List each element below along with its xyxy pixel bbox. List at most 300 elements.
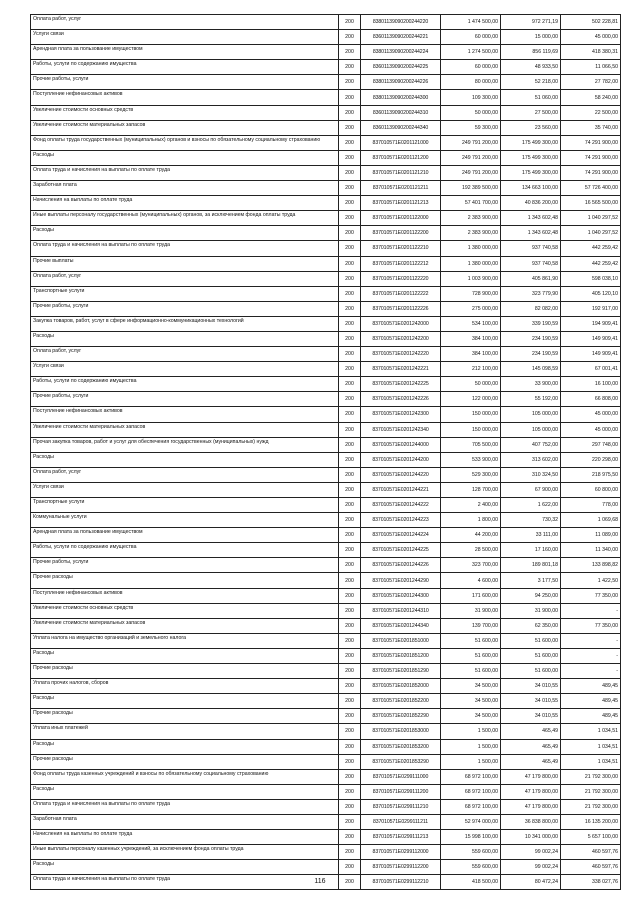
row-classification-code-cell: 837010571Е0201853290 xyxy=(361,754,441,769)
row-executed-amount-cell: 145 098,59 xyxy=(501,362,561,377)
row-line-code-cell: 200 xyxy=(339,105,361,120)
row-unexecuted-amount-cell: - xyxy=(561,603,621,618)
row-name-cell: Прочие работы, услуги xyxy=(31,75,339,90)
table-row xyxy=(31,498,621,513)
row-approved-amount-cell: 171 600,00 xyxy=(441,588,501,603)
row-name-cell: Транспортные услуги xyxy=(31,286,339,301)
row-name-cell: Прочие работы, услуги xyxy=(31,392,339,407)
row-executed-amount-cell: 937 740,58 xyxy=(501,241,561,256)
table-body xyxy=(31,15,621,890)
row-approved-amount-cell: 1 800,00 xyxy=(441,513,501,528)
table-row xyxy=(31,482,621,497)
row-line-code-cell: 200 xyxy=(339,347,361,362)
table-row xyxy=(31,331,621,346)
table-row xyxy=(31,286,621,301)
table-row xyxy=(31,573,621,588)
row-unexecuted-amount-cell: 77 350,00 xyxy=(561,588,621,603)
row-line-code-cell: 200 xyxy=(339,467,361,482)
row-executed-amount-cell: 36 838 800,00 xyxy=(501,814,561,829)
row-approved-amount-cell: 275 000,00 xyxy=(441,301,501,316)
row-executed-amount-cell: 51 600,00 xyxy=(501,664,561,679)
table-row xyxy=(31,860,621,875)
row-classification-code-cell: 837010571Е0299111213 xyxy=(361,830,441,845)
row-classification-code-cell: 837010571Е0201244225 xyxy=(361,543,441,558)
row-unexecuted-amount-cell: 297 748,00 xyxy=(561,437,621,452)
row-unexecuted-amount-cell: 133 898,82 xyxy=(561,558,621,573)
row-line-code-cell: 200 xyxy=(339,316,361,331)
row-classification-code-cell: 837010571Е0201121000 xyxy=(361,135,441,150)
table-row xyxy=(31,618,621,633)
row-name-cell: Иные выплаты персоналу казенных учреждений, за исключением фонда оплаты труда xyxy=(31,845,339,860)
row-executed-amount-cell: 99 002,24 xyxy=(501,845,561,860)
row-classification-code-cell: 837010571Е0201244226 xyxy=(361,558,441,573)
row-unexecuted-amount-cell: 45 000,00 xyxy=(561,407,621,422)
row-approved-amount-cell: 139 700,00 xyxy=(441,618,501,633)
row-unexecuted-amount-cell: 442 259,42 xyxy=(561,241,621,256)
row-unexecuted-amount-cell: 77 350,00 xyxy=(561,618,621,633)
row-classification-code-cell: 83801139090200244220 xyxy=(361,15,441,30)
row-classification-code-cell: 83601139090200244310 xyxy=(361,105,441,120)
row-line-code-cell: 200 xyxy=(339,256,361,271)
row-unexecuted-amount-cell: 74 291 900,00 xyxy=(561,135,621,150)
row-classification-code-cell: 837010571Е0201244200 xyxy=(361,452,441,467)
row-classification-code-cell: 837010571Е0201242220 xyxy=(361,347,441,362)
row-line-code-cell: 200 xyxy=(339,165,361,180)
row-approved-amount-cell: 50 000,00 xyxy=(441,377,501,392)
row-name-cell: Увеличение стоимости основных средств xyxy=(31,105,339,120)
row-executed-amount-cell: 51 060,00 xyxy=(501,90,561,105)
row-executed-amount-cell: 407 752,00 xyxy=(501,437,561,452)
table-row xyxy=(31,543,621,558)
row-approved-amount-cell: 249 791 200,00 xyxy=(441,135,501,150)
row-approved-amount-cell: 418 500,00 xyxy=(441,875,501,890)
row-name-cell: Расходы xyxy=(31,331,339,346)
row-approved-amount-cell: 1 274 500,00 xyxy=(441,45,501,60)
row-name-cell: Прочая закупка товаров, работ и услуг для обеспечения государственных (муниципальных) нужд xyxy=(31,437,339,452)
row-unexecuted-amount-cell: 460 597,76 xyxy=(561,845,621,860)
row-name-cell: Прочие работы, услуги xyxy=(31,301,339,316)
row-classification-code-cell: 837010571Е0299112210 xyxy=(361,875,441,890)
row-executed-amount-cell: 730,32 xyxy=(501,513,561,528)
table-row xyxy=(31,165,621,180)
row-classification-code-cell: 837010571Е0201244222 xyxy=(361,498,441,513)
table-row xyxy=(31,181,621,196)
row-executed-amount-cell: 234 190,59 xyxy=(501,331,561,346)
table-row xyxy=(31,407,621,422)
row-classification-code-cell: 837010571Е0201121200 xyxy=(361,150,441,165)
row-executed-amount-cell: 47 179 800,00 xyxy=(501,799,561,814)
row-name-cell: Услуги связи xyxy=(31,362,339,377)
row-unexecuted-amount-cell: 5 657 100,00 xyxy=(561,830,621,845)
row-name-cell: Оплата работ, услуг xyxy=(31,347,339,362)
row-unexecuted-amount-cell: 489,45 xyxy=(561,694,621,709)
row-approved-amount-cell: 384 100,00 xyxy=(441,347,501,362)
row-line-code-cell: 200 xyxy=(339,875,361,890)
row-line-code-cell: 200 xyxy=(339,754,361,769)
row-unexecuted-amount-cell: 194 909,41 xyxy=(561,316,621,331)
row-unexecuted-amount-cell: 338 027,76 xyxy=(561,875,621,890)
row-approved-amount-cell: 559 600,00 xyxy=(441,860,501,875)
row-line-code-cell: 200 xyxy=(339,211,361,226)
row-unexecuted-amount-cell: 66 808,00 xyxy=(561,392,621,407)
row-classification-code-cell: 837010571Е0201244310 xyxy=(361,603,441,618)
row-classification-code-cell: 837010571Е0201244221 xyxy=(361,482,441,497)
row-approved-amount-cell: 150 000,00 xyxy=(441,422,501,437)
row-classification-code-cell: 837010571Е0201122220 xyxy=(361,271,441,286)
row-line-code-cell: 200 xyxy=(339,739,361,754)
row-name-cell: Уплата налога на имущество организаций и земельного налога xyxy=(31,633,339,648)
row-unexecuted-amount-cell: 60 800,00 xyxy=(561,482,621,497)
row-approved-amount-cell: 52 974 000,00 xyxy=(441,814,501,829)
row-executed-amount-cell: 47 179 800,00 xyxy=(501,769,561,784)
table-row xyxy=(31,60,621,75)
row-executed-amount-cell: 1 343 602,48 xyxy=(501,226,561,241)
row-unexecuted-amount-cell: 220 298,00 xyxy=(561,452,621,467)
table-row xyxy=(31,45,621,60)
row-unexecuted-amount-cell: 35 740,00 xyxy=(561,120,621,135)
row-classification-code-cell: 837010571Е0201122226 xyxy=(361,301,441,316)
row-name-cell: Работы, услуги по содержанию имущества xyxy=(31,543,339,558)
row-approved-amount-cell: 28 500,00 xyxy=(441,543,501,558)
row-approved-amount-cell: 559 600,00 xyxy=(441,845,501,860)
table-row xyxy=(31,301,621,316)
row-unexecuted-amount-cell: 405 120,10 xyxy=(561,286,621,301)
row-executed-amount-cell: 62 350,00 xyxy=(501,618,561,633)
row-classification-code-cell: 837010571Е0201122212 xyxy=(361,256,441,271)
table-row xyxy=(31,528,621,543)
row-approved-amount-cell: 34 500,00 xyxy=(441,694,501,709)
row-executed-amount-cell: 175 499 300,00 xyxy=(501,135,561,150)
row-approved-amount-cell: 1 500,00 xyxy=(441,724,501,739)
table-row xyxy=(31,120,621,135)
row-line-code-cell: 200 xyxy=(339,377,361,392)
row-executed-amount-cell: 33 111,00 xyxy=(501,528,561,543)
row-approved-amount-cell: 705 500,00 xyxy=(441,437,501,452)
row-line-code-cell: 200 xyxy=(339,709,361,724)
row-name-cell: Оплата работ, услуг xyxy=(31,467,339,482)
row-executed-amount-cell: 1 343 602,48 xyxy=(501,211,561,226)
row-name-cell: Прочие выплаты xyxy=(31,256,339,271)
row-line-code-cell: 200 xyxy=(339,558,361,573)
row-name-cell: Оплата труда и начисления на выплаты по оплате труда xyxy=(31,799,339,814)
row-approved-amount-cell: 192 389 500,00 xyxy=(441,181,501,196)
row-executed-amount-cell: 51 600,00 xyxy=(501,648,561,663)
row-line-code-cell: 200 xyxy=(339,860,361,875)
row-unexecuted-amount-cell: 778,00 xyxy=(561,498,621,513)
table-row xyxy=(31,739,621,754)
row-classification-code-cell: 83601139090200244221 xyxy=(361,30,441,45)
row-approved-amount-cell: 1 380 000,00 xyxy=(441,256,501,271)
row-line-code-cell: 200 xyxy=(339,724,361,739)
row-classification-code-cell: 837010571Е0201852200 xyxy=(361,694,441,709)
row-executed-amount-cell: 47 179 800,00 xyxy=(501,784,561,799)
row-name-cell: Уплата иных платежей xyxy=(31,724,339,739)
row-approved-amount-cell: 34 500,00 xyxy=(441,709,501,724)
row-name-cell: Расходы xyxy=(31,150,339,165)
row-unexecuted-amount-cell: 21 792 300,00 xyxy=(561,784,621,799)
row-unexecuted-amount-cell: 67 001,41 xyxy=(561,362,621,377)
row-line-code-cell: 200 xyxy=(339,694,361,709)
row-classification-code-cell: 837010571Е0201121211 xyxy=(361,181,441,196)
table-row xyxy=(31,664,621,679)
row-approved-amount-cell: 384 100,00 xyxy=(441,331,501,346)
row-approved-amount-cell: 2 400,00 xyxy=(441,498,501,513)
row-classification-code-cell: 837010571Е0201122210 xyxy=(361,241,441,256)
row-line-code-cell: 200 xyxy=(339,301,361,316)
row-unexecuted-amount-cell: 27 782,00 xyxy=(561,75,621,90)
row-line-code-cell: 200 xyxy=(339,30,361,45)
row-name-cell: Оплата труда и начисления на выплаты по оплате труда xyxy=(31,165,339,180)
row-approved-amount-cell: 68 972 100,00 xyxy=(441,769,501,784)
row-name-cell: Расходы xyxy=(31,860,339,875)
row-name-cell: Прочие работы, услуги xyxy=(31,558,339,573)
row-unexecuted-amount-cell: 16 565 500,00 xyxy=(561,196,621,211)
row-name-cell: Расходы xyxy=(31,648,339,663)
row-unexecuted-amount-cell: 11 089,00 xyxy=(561,528,621,543)
row-line-code-cell: 200 xyxy=(339,135,361,150)
row-classification-code-cell: 837010571Е0201121210 xyxy=(361,165,441,180)
row-name-cell: Прочие расходы xyxy=(31,664,339,679)
row-name-cell: Оплата труда и начисления на выплаты по оплате труда xyxy=(31,875,339,890)
row-approved-amount-cell: 323 700,00 xyxy=(441,558,501,573)
row-executed-amount-cell: 34 010,55 xyxy=(501,679,561,694)
row-name-cell: Поступление нефинансовых активов xyxy=(31,588,339,603)
row-unexecuted-amount-cell: 1 069,68 xyxy=(561,513,621,528)
row-name-cell: Работы, услуги по содержанию имущества xyxy=(31,377,339,392)
row-line-code-cell: 200 xyxy=(339,814,361,829)
row-unexecuted-amount-cell: 149 909,41 xyxy=(561,331,621,346)
row-unexecuted-amount-cell: 502 228,81 xyxy=(561,15,621,30)
row-executed-amount-cell: 310 324,50 xyxy=(501,467,561,482)
row-classification-code-cell: 837010571Е0299111210 xyxy=(361,799,441,814)
row-approved-amount-cell: 51 600,00 xyxy=(441,648,501,663)
row-unexecuted-amount-cell: 11 340,00 xyxy=(561,543,621,558)
row-classification-code-cell: 837010571Е0201851290 xyxy=(361,664,441,679)
row-executed-amount-cell: 34 010,55 xyxy=(501,694,561,709)
table-row xyxy=(31,347,621,362)
table-row xyxy=(31,799,621,814)
row-name-cell: Фонд оплаты труда государственных (муниципальных) органов и взносы по обязательному социальному страхованию xyxy=(31,135,339,150)
row-line-code-cell: 200 xyxy=(339,60,361,75)
table-row xyxy=(31,256,621,271)
table-row xyxy=(31,558,621,573)
row-line-code-cell: 200 xyxy=(339,648,361,663)
table-row xyxy=(31,105,621,120)
row-executed-amount-cell: 94 250,00 xyxy=(501,588,561,603)
row-executed-amount-cell: 33 900,00 xyxy=(501,377,561,392)
row-unexecuted-amount-cell: 1 040 297,52 xyxy=(561,211,621,226)
row-executed-amount-cell: 856 119,69 xyxy=(501,45,561,60)
row-executed-amount-cell: 105 000,00 xyxy=(501,407,561,422)
row-line-code-cell: 200 xyxy=(339,603,361,618)
row-approved-amount-cell: 59 300,00 xyxy=(441,120,501,135)
row-approved-amount-cell: 80 000,00 xyxy=(441,75,501,90)
row-line-code-cell: 200 xyxy=(339,362,361,377)
row-executed-amount-cell: 405 861,90 xyxy=(501,271,561,286)
row-name-cell: Расходы xyxy=(31,739,339,754)
row-line-code-cell: 200 xyxy=(339,830,361,845)
row-classification-code-cell: 837010571Е0201851000 xyxy=(361,633,441,648)
row-classification-code-cell: 837010571Е0201122000 xyxy=(361,211,441,226)
row-executed-amount-cell: 48 933,50 xyxy=(501,60,561,75)
row-executed-amount-cell: 313 602,00 xyxy=(501,452,561,467)
row-executed-amount-cell: 31 900,00 xyxy=(501,603,561,618)
row-unexecuted-amount-cell: 45 000,00 xyxy=(561,422,621,437)
row-classification-code-cell: 837010571Е0201122222 xyxy=(361,286,441,301)
table-row xyxy=(31,754,621,769)
row-approved-amount-cell: 34 500,00 xyxy=(441,679,501,694)
row-name-cell: Увеличение стоимости материальных запасов xyxy=(31,120,339,135)
row-classification-code-cell: 83801139090200244224 xyxy=(361,45,441,60)
row-classification-code-cell: 837010571Е0201851200 xyxy=(361,648,441,663)
row-unexecuted-amount-cell: 489,45 xyxy=(561,709,621,724)
row-executed-amount-cell: 55 192,00 xyxy=(501,392,561,407)
row-line-code-cell: 200 xyxy=(339,528,361,543)
row-executed-amount-cell: 323 779,90 xyxy=(501,286,561,301)
row-line-code-cell: 200 xyxy=(339,799,361,814)
table-row xyxy=(31,845,621,860)
row-approved-amount-cell: 1 500,00 xyxy=(441,739,501,754)
row-name-cell: Поступление нефинансовых активов xyxy=(31,407,339,422)
row-line-code-cell: 200 xyxy=(339,150,361,165)
table-row xyxy=(31,75,621,90)
row-unexecuted-amount-cell: 16 135 200,00 xyxy=(561,814,621,829)
row-approved-amount-cell: 51 600,00 xyxy=(441,664,501,679)
row-unexecuted-amount-cell: - xyxy=(561,633,621,648)
row-classification-code-cell: 837010571Е0201121213 xyxy=(361,196,441,211)
row-approved-amount-cell: 2 383 900,00 xyxy=(441,226,501,241)
table-row xyxy=(31,241,621,256)
row-line-code-cell: 200 xyxy=(339,845,361,860)
row-unexecuted-amount-cell: 21 792 300,00 xyxy=(561,799,621,814)
row-classification-code-cell: 837010571Е0201244223 xyxy=(361,513,441,528)
row-classification-code-cell: 837010571Е0201242340 xyxy=(361,422,441,437)
row-name-cell: Фонд оплаты труда казенных учреждений и взносы по обязательному социальному страхованию xyxy=(31,769,339,784)
table-row xyxy=(31,467,621,482)
row-name-cell: Расходы xyxy=(31,694,339,709)
row-line-code-cell: 200 xyxy=(339,407,361,422)
row-line-code-cell: 200 xyxy=(339,452,361,467)
row-unexecuted-amount-cell: 45 000,00 xyxy=(561,30,621,45)
row-name-cell: Начисления на выплаты по оплате труда xyxy=(31,830,339,845)
row-executed-amount-cell: 52 218,00 xyxy=(501,75,561,90)
row-unexecuted-amount-cell: 460 597,76 xyxy=(561,860,621,875)
table-row xyxy=(31,694,621,709)
table-row xyxy=(31,437,621,452)
row-executed-amount-cell: 99 002,24 xyxy=(501,860,561,875)
table-row xyxy=(31,422,621,437)
row-name-cell: Поступление нефинансовых активов xyxy=(31,90,339,105)
row-executed-amount-cell: 465,49 xyxy=(501,724,561,739)
row-executed-amount-cell: 175 499 300,00 xyxy=(501,150,561,165)
row-line-code-cell: 200 xyxy=(339,331,361,346)
row-name-cell: Заработная плата xyxy=(31,814,339,829)
row-line-code-cell: 200 xyxy=(339,769,361,784)
row-approved-amount-cell: 122 000,00 xyxy=(441,392,501,407)
row-unexecuted-amount-cell: 1 034,51 xyxy=(561,724,621,739)
row-classification-code-cell: 837010571Е0299111211 xyxy=(361,814,441,829)
row-executed-amount-cell: 189 801,18 xyxy=(501,558,561,573)
row-executed-amount-cell: 17 160,00 xyxy=(501,543,561,558)
row-line-code-cell: 200 xyxy=(339,543,361,558)
row-name-cell: Оплата работ, услуг xyxy=(31,15,339,30)
row-unexecuted-amount-cell: 192 917,00 xyxy=(561,301,621,316)
row-line-code-cell: 200 xyxy=(339,120,361,135)
row-executed-amount-cell: 134 663 100,00 xyxy=(501,181,561,196)
row-line-code-cell: 200 xyxy=(339,664,361,679)
row-classification-code-cell: 837010571Е0299111000 xyxy=(361,769,441,784)
row-classification-code-cell: 837010571Е0299112200 xyxy=(361,860,441,875)
table-row xyxy=(31,196,621,211)
row-name-cell: Прочие расходы xyxy=(31,709,339,724)
row-line-code-cell: 200 xyxy=(339,633,361,648)
row-approved-amount-cell: 728 900,00 xyxy=(441,286,501,301)
row-approved-amount-cell: 150 000,00 xyxy=(441,407,501,422)
table-row xyxy=(31,392,621,407)
row-line-code-cell: 200 xyxy=(339,271,361,286)
row-unexecuted-amount-cell: 1 034,51 xyxy=(561,754,621,769)
row-approved-amount-cell: 249 791 200,00 xyxy=(441,165,501,180)
row-name-cell: Уплата прочих налогов, сборов xyxy=(31,679,339,694)
table-row xyxy=(31,377,621,392)
table-row xyxy=(31,150,621,165)
row-classification-code-cell: 83601139090200244225 xyxy=(361,60,441,75)
row-classification-code-cell: 837010571Е0201244290 xyxy=(361,573,441,588)
row-approved-amount-cell: 2 383 900,00 xyxy=(441,211,501,226)
row-approved-amount-cell: 212 100,00 xyxy=(441,362,501,377)
row-line-code-cell: 200 xyxy=(339,392,361,407)
row-classification-code-cell: 837010571Е0201853200 xyxy=(361,739,441,754)
row-name-cell: Оплата работ, услуг xyxy=(31,271,339,286)
row-approved-amount-cell: 1 003 900,00 xyxy=(441,271,501,286)
row-name-cell: Оплата труда и начисления на выплаты по оплате труда xyxy=(31,241,339,256)
table-row xyxy=(31,362,621,377)
document-page xyxy=(30,14,620,890)
row-unexecuted-amount-cell: 1 034,51 xyxy=(561,739,621,754)
row-classification-code-cell: 837010571Е0201242221 xyxy=(361,362,441,377)
row-executed-amount-cell: 67 900,00 xyxy=(501,482,561,497)
row-line-code-cell: 200 xyxy=(339,437,361,452)
row-executed-amount-cell: 80 472,24 xyxy=(501,875,561,890)
row-approved-amount-cell: 50 000,00 xyxy=(441,105,501,120)
row-unexecuted-amount-cell: 11 066,50 xyxy=(561,60,621,75)
table-row xyxy=(31,633,621,648)
row-line-code-cell: 200 xyxy=(339,15,361,30)
row-unexecuted-amount-cell: - xyxy=(561,664,621,679)
row-executed-amount-cell: 175 499 300,00 xyxy=(501,165,561,180)
row-approved-amount-cell: 1 474 500,00 xyxy=(441,15,501,30)
row-approved-amount-cell: 68 972 100,00 xyxy=(441,784,501,799)
row-classification-code-cell: 837010571Е0201853000 xyxy=(361,724,441,739)
row-executed-amount-cell: 105 000,00 xyxy=(501,422,561,437)
table-row xyxy=(31,271,621,286)
row-executed-amount-cell: 937 740,58 xyxy=(501,256,561,271)
row-name-cell: Работы, услуги по содержанию имущества xyxy=(31,60,339,75)
row-unexecuted-amount-cell: 16 100,00 xyxy=(561,377,621,392)
row-executed-amount-cell: 972 271,19 xyxy=(501,15,561,30)
row-line-code-cell: 200 xyxy=(339,679,361,694)
row-approved-amount-cell: 15 998 100,00 xyxy=(441,830,501,845)
row-unexecuted-amount-cell: 598 038,10 xyxy=(561,271,621,286)
row-line-code-cell: 200 xyxy=(339,181,361,196)
table-row xyxy=(31,211,621,226)
row-approved-amount-cell: 1 500,00 xyxy=(441,754,501,769)
row-unexecuted-amount-cell: 58 240,00 xyxy=(561,90,621,105)
table-row xyxy=(31,316,621,331)
row-name-cell: Услуги связи xyxy=(31,482,339,497)
table-row xyxy=(31,513,621,528)
row-name-cell: Арендная плата за пользование имуществом xyxy=(31,528,339,543)
